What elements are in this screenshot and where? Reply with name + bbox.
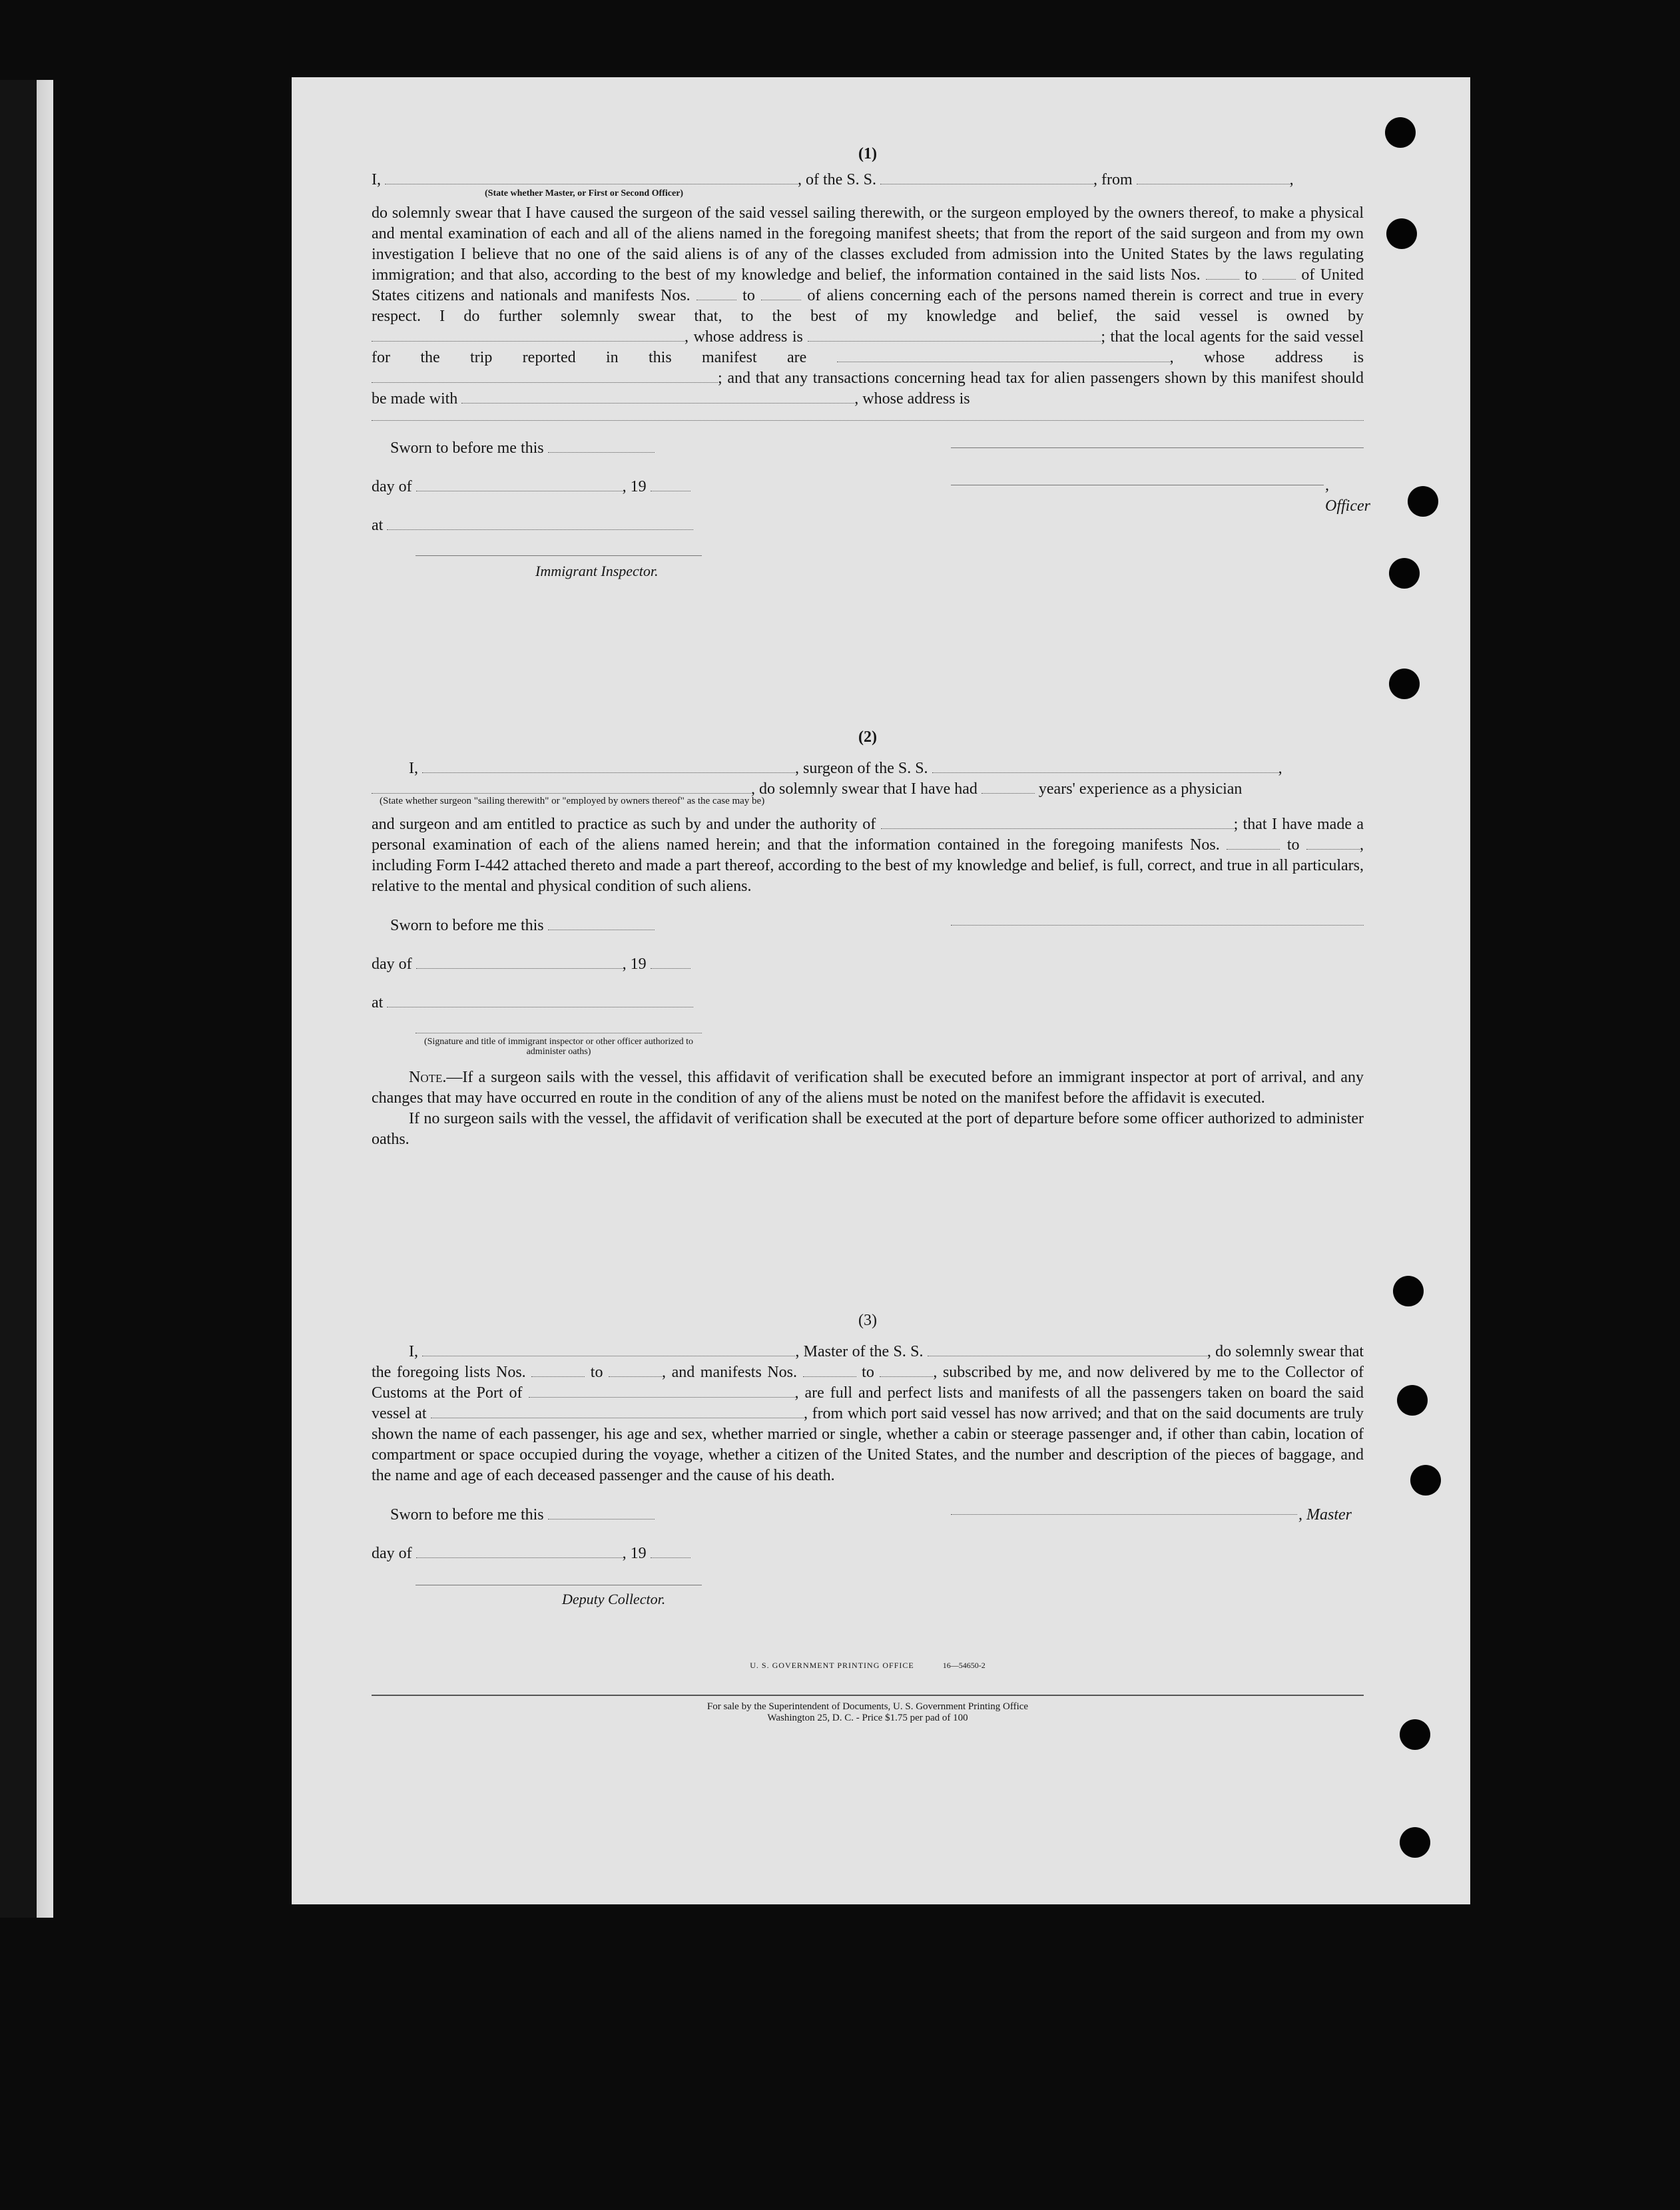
s3-vessel-field[interactable] [928, 1346, 1207, 1356]
s3-master-label: , Master of the S. S. [795, 1343, 924, 1360]
s3-port-field[interactable] [529, 1388, 795, 1398]
s1-text-2: of United States citizens and nationals and manifests Nos. [372, 266, 1364, 304]
s1-owner-address-field[interactable] [808, 332, 1101, 342]
s3-sworn-day-field[interactable] [548, 1510, 655, 1519]
s1-year-label: , 19 [622, 478, 647, 495]
sale-notice-2: Washington 25, D. C. - Price $1.75 per pad of 100 [767, 1713, 968, 1723]
s1-paragraph [372, 203, 1364, 410]
s2-text-3: , including Form I-442 attached thereto and made a part thereof, according to the best of my knowledge and belief, is full, correct, and true in all particulars, relative to the mental and physical condition of such aliens. [372, 836, 1364, 895]
s1-signature-block [372, 438, 1370, 651]
s1-comma-2: , [1169, 349, 1174, 366]
s2-authority-field[interactable] [881, 819, 1234, 829]
punch-hole [1393, 1276, 1424, 1306]
footer-rule [372, 1695, 1364, 1696]
s2-comma: , [1278, 760, 1282, 777]
s2-sworn-label: Sworn to before me this [390, 917, 544, 934]
s2-text-1: and surgeon and am entitled to practice as such by and under the authority of [372, 816, 876, 833]
s1-manifests-to-field[interactable] [761, 290, 801, 300]
s3-deputy-label: Deputy Collector. [562, 1591, 666, 1607]
section-2 [372, 727, 1364, 1150]
s2-signature-block [372, 916, 1364, 1102]
s2-status-hint: (State whether surgeon "sailing therewith" or "employed by owners thereof" as the case may be) [380, 796, 765, 806]
gpo-imprint: U. S. GOVERNMENT PRINTING OFFICE [750, 1661, 914, 1670]
s1-head-tax-contact-field[interactable] [461, 394, 854, 404]
punch-hole [1385, 117, 1416, 148]
punch-hole [1389, 669, 1420, 699]
s2-paragraph [372, 814, 1364, 897]
s1-agents-field[interactable] [837, 352, 1170, 362]
s2-surgeon-label: , surgeon of the S. S. [795, 760, 928, 777]
s2-note-text: —If a surgeon sails with the vessel, this affidavit of verification shall be executed before an immigrant inspector at port of arrival, and any changes that may have occurred en route in the condition of any of the aliens must be noted on the manifest before the affidavit is executed. [372, 1069, 1364, 1107]
s3-signature-block [372, 1505, 1364, 1631]
s1-vessel-name-field[interactable] [880, 174, 1093, 184]
s2-years-field[interactable] [981, 784, 1035, 794]
s2-day-of-label: day of [372, 956, 412, 973]
s1-owner-field[interactable] [372, 332, 685, 342]
s1-whose-address-2: whose address is [1204, 349, 1364, 366]
s3-master-signature-line[interactable] [951, 1514, 1297, 1515]
s1-from-field[interactable] [1137, 174, 1290, 184]
punch-hole [1397, 1385, 1428, 1416]
s2-vessel-field[interactable] [932, 763, 1278, 773]
s3-to-2: to [862, 1364, 874, 1381]
form-code: 16—54650-2 [942, 1661, 985, 1670]
section-3-number: (3) [858, 1312, 877, 1329]
s3-paragraph [372, 1342, 1364, 1486]
section-1 [372, 144, 1370, 651]
punch-hole [1400, 1719, 1430, 1750]
s2-surgeon-signature-line[interactable] [951, 925, 1364, 926]
s2-to: to [1286, 836, 1300, 854]
s2-year-field[interactable] [651, 959, 691, 969]
s1-text-3: of aliens concerning each of the persons named therein is correct and true in every respect. I do further solemnly swear that, to the best of my knowledge and belief, the said vessel is owned by [372, 287, 1364, 325]
s2-semi: ; [1233, 816, 1239, 833]
s1-lists-to-field[interactable] [1262, 270, 1296, 280]
s2-note-label: Note. [409, 1069, 447, 1086]
s1-whose-address-1: , whose address is [685, 328, 803, 346]
s2-manifests-from-field[interactable] [1227, 840, 1280, 850]
s3-from-which: , from which [804, 1405, 887, 1422]
s1-text-1: do solemnly swear that I have caused the surgeon of the said vessel sailing therewith, or the surgeon employed by the owners thereof, to make a physical and mental examination of each and all of the aliens named in the foregoing manifest sheets; that from the report of the said surgeon and from my own investigation I believe that no one of the said aliens is of any of the classes excluded from admission into the United States by the laws regulating immigration; and that also, according to the best of my knowledge and belief, the information contained in the said lists Nos. [372, 204, 1364, 284]
s1-at-label: at [372, 517, 384, 534]
s1-day-of-label: day of [372, 478, 412, 495]
s1-officer-hint: (State whether Master, or First or Second Officer) [485, 188, 684, 198]
s3-text-3: manifests of all the passengers taken on board the said vessel at [372, 1384, 1364, 1422]
s2-surgeon-status-field[interactable] [372, 784, 751, 794]
s2-manifests-to-field[interactable] [1306, 840, 1360, 850]
s1-month-field[interactable] [416, 481, 623, 491]
s3-day-of-label: day of [372, 1545, 412, 1562]
s3-manifests-from-field[interactable] [803, 1367, 856, 1377]
s3-lists-to-field[interactable] [609, 1367, 662, 1377]
s3-master-name-field[interactable] [422, 1346, 795, 1356]
s2-year-label: , 19 [622, 956, 647, 973]
punch-hole [1389, 558, 1420, 589]
s3-to-1: to [590, 1364, 603, 1381]
s1-year-field[interactable] [651, 481, 691, 491]
s2-years-label: years' experience as a physician [1038, 780, 1243, 798]
s3-text-4: port said vessel has now arrived; and that on the said documents are truly shown the name of each passenger, his age and sex, whether married or single, whether a cabin or steerage passenger and, if other than cabin, location of compartment or space occupied during the voyage, whether a citizen of the United States, and the number and description of the pieces of baggage, and the name and age of each deceased passenger and the cause of his death. [372, 1405, 1364, 1484]
s2-month-field[interactable] [416, 959, 623, 969]
manifest-affidavit-page [292, 77, 1470, 1904]
s1-inspector-signature-line[interactable] [416, 555, 702, 556]
punch-hole [1410, 1465, 1441, 1496]
s3-i-label: I, [409, 1343, 418, 1360]
punch-hole [1408, 486, 1438, 517]
s3-departure-port-field[interactable] [431, 1408, 804, 1418]
s2-signature-hint: (Signature and title of immigrant inspector or other officer authorized to administer oaths) [423, 1037, 694, 1057]
s3-do-solemnly: , do solemnly [1207, 1343, 1294, 1360]
s1-text-6: , whose address is [854, 390, 970, 408]
footer [372, 1661, 1364, 1724]
s1-agents-address-field[interactable] [372, 373, 718, 383]
s3-manifests-to-field[interactable] [880, 1367, 933, 1377]
s3-are-full: , are full and perfect lists and [794, 1384, 993, 1402]
s3-sworn-label: Sworn to before me this [390, 1506, 544, 1523]
section-2-number: (2) [858, 728, 877, 746]
s3-year-field[interactable] [651, 1548, 691, 1558]
s1-address-line[interactable] [372, 410, 1364, 421]
section-3 [372, 1310, 1364, 1631]
s3-month-field[interactable] [416, 1548, 623, 1558]
s3-subscribed: , subscribed by me, and now [933, 1364, 1125, 1381]
s1-officer-label: , Officer [1325, 477, 1370, 515]
s1-text-4: that the local agents for the said vessel for the trip reported in this manifest are [372, 328, 1364, 366]
s1-sworn-label: Sworn to before me this [390, 439, 544, 457]
s1-at-field[interactable] [387, 520, 693, 530]
sale-notice-1: For sale by the Superintendent of Documents, U. S. Government Printing Office [706, 1701, 1029, 1712]
s3-year-label: , 19 [622, 1545, 647, 1562]
s2-text-2: that I have made a personal examination of each of the aliens named herein; and that the information contained in the foregoing manifests Nos. [372, 816, 1364, 854]
s1-i-label: I, [372, 171, 381, 188]
adjacent-page-edge [0, 80, 53, 1918]
s2-at-label: at [372, 994, 384, 1011]
s3-lists-from-field[interactable] [531, 1367, 585, 1377]
s3-text-2: delivered by me to the Collector of Customs at the Port of [372, 1364, 1364, 1402]
section-1-number: (1) [858, 145, 877, 162]
s2-sworn-day-field[interactable] [548, 920, 655, 930]
s1-officer-name-field[interactable] [385, 174, 798, 184]
s1-of-ss-label: , of the S. S. [798, 171, 877, 188]
s1-to-1: to [1245, 266, 1257, 284]
s1-from-label: , from [1093, 171, 1133, 188]
s1-to-2: to [742, 287, 755, 304]
s1-officer-signature-line[interactable] [951, 447, 1364, 448]
s1-lists-from-field[interactable] [1206, 270, 1239, 280]
s1-manifests-from-field[interactable] [697, 290, 736, 300]
s1-comma: , [1289, 171, 1294, 188]
punch-hole [1400, 1827, 1430, 1858]
s3-text-1: swear that the foregoing lists Nos. [372, 1343, 1364, 1381]
s2-surgeon-name-field[interactable] [422, 763, 795, 773]
s3-master-sig-label: , Master [1298, 1506, 1352, 1523]
s1-inspector-label: Immigrant Inspector. [535, 563, 659, 579]
s1-sworn-day-field[interactable] [548, 443, 655, 453]
s1-text-5: ; and that any transactions concerning head tax for alien passengers shown by this manifest should be made with [372, 370, 1364, 408]
s2-i-label: I, [409, 760, 418, 777]
s2-swear-label: , do solemnly swear that I have had [751, 780, 978, 798]
s3-and-manifests: , and manifests Nos. [662, 1364, 798, 1381]
s2-note-2: If no surgeon sails with the vessel, the affidavit of verification shall be executed at the port of departure before some officer authorized to administer oaths. [372, 1110, 1364, 1148]
punch-hole [1386, 218, 1417, 249]
s2-at-field[interactable] [387, 997, 693, 1007]
s1-semi-1: ; [1101, 328, 1106, 346]
